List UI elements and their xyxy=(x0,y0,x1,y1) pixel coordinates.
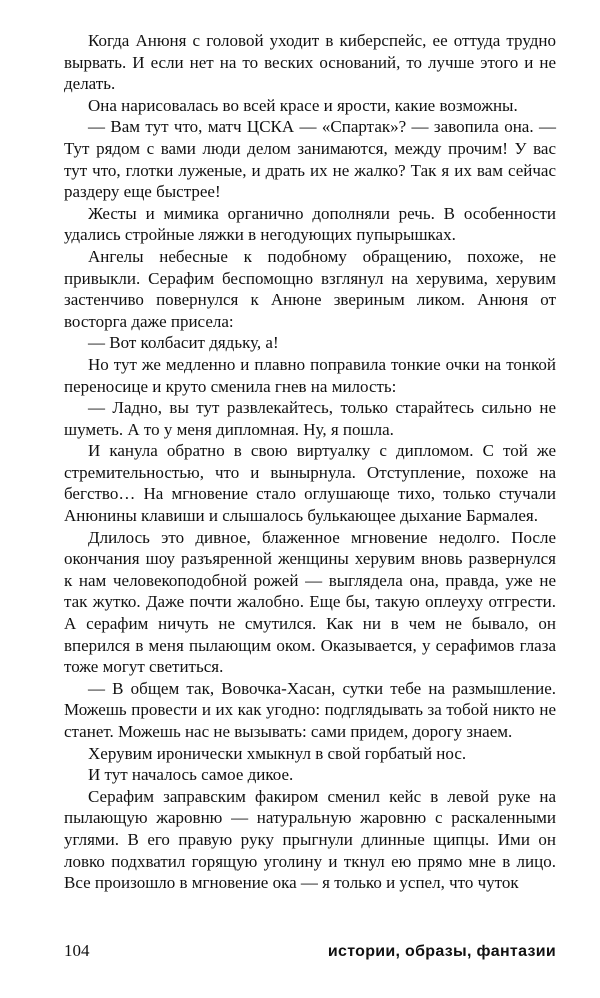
page-body xyxy=(64,30,556,894)
paragraph-2: Она нарисовалась во всей красе и ярости, какие возможны. xyxy=(88,95,518,115)
paragraph-3: — Вам тут что, матч ЦСКА — «Спартак»? — завопила она. — Тут рядом с вами люди делом занимаются, между прочим! У вас тут что, глотки луженые, и драть их не жалко? Так я их вам сейчас раздеру еще быстрее! xyxy=(64,117,556,202)
paragraph-12: Херувим иронически хмыкнул в свой горбатый нос. xyxy=(88,743,467,763)
paragraph-7: Но тут же медленно и плавно поправила тонкие очки на тонкой переносице и круто сменила гнев на милость: xyxy=(64,354,556,396)
paragraph-1: Когда Анюня с головой уходит в киберспейс, ее оттуда трудно вырвать. И если нет на то веских оснований, то лучше этого и не делать. xyxy=(64,31,556,94)
running-section-title: истории, образы, фантазии xyxy=(327,943,556,960)
page-footer xyxy=(64,941,556,961)
paragraph-5: Ангелы небесные к подобному обращению, похоже, не привыкли. Серафим беспомощно взглянул на херувима, херувим застенчиво повернулся к Анюне звериным ликом. Анюня от восторга даже присела: xyxy=(64,246,556,331)
paragraph-11: — В общем так, Вовочка-Хасан, сутки тебе на размышление. Можешь провести и их как угодно: подглядывать за тобой никто не станет. Можешь нас не вызывать: сами придем, дорогу знаем. xyxy=(64,678,556,741)
paragraph-10: Длилось это дивное, блаженное мгновение недолго. После окончания шоу разъяренной женщины херувим вновь развернулся к нам человекоподобной рожей — выглядела она, правда, уже не так жутко. Даже почти жалобно. Еще бы, такую оплеуху отгрести. А серафим ничуть не смутился. Как ни в чем не бывало, он вперился в меня пылающим оком. Оказывается, у серафимов глаза тоже могут светиться. xyxy=(64,527,556,677)
paragraph-8: — Ладно, вы тут развлекайтесь, только старайтесь сильно не шуметь. А то у меня дипломная. Ну, я пошла. xyxy=(64,398,556,439)
page-number: 104 xyxy=(64,941,90,960)
paragraph-6: — Вот колбасит дядьку, а! xyxy=(88,333,279,353)
paragraph-9: И канула обратно в свою виртуалку с дипломом. С той же стремительностью, что и вынырнула. Отступление, похоже на бегство… На мгновение стало оглушающе тихо, только стучали Анюнины клавиши и слышалось булькающее дыхание Бармалея. xyxy=(64,441,556,526)
paragraph-14: Серафим заправским факиром сменил кейс в левой руке на пылающую жаровню — натуральную жаровню с раскаленными углями. В его правую руку прыгнули длинные щипцы. Ими он ловко подхватил горящую уголину и ткнул ею прямо мне в лицо. Все произошло в мгновение ока — я только и успел, что чуток xyxy=(64,786,556,893)
paragraph-13: И тут началось самое дикое. xyxy=(88,765,294,785)
paragraph-4: Жесты и мимика органично дополняли речь. В особенности удались стройные ляжки в негодующих пупырышках. xyxy=(64,203,556,245)
